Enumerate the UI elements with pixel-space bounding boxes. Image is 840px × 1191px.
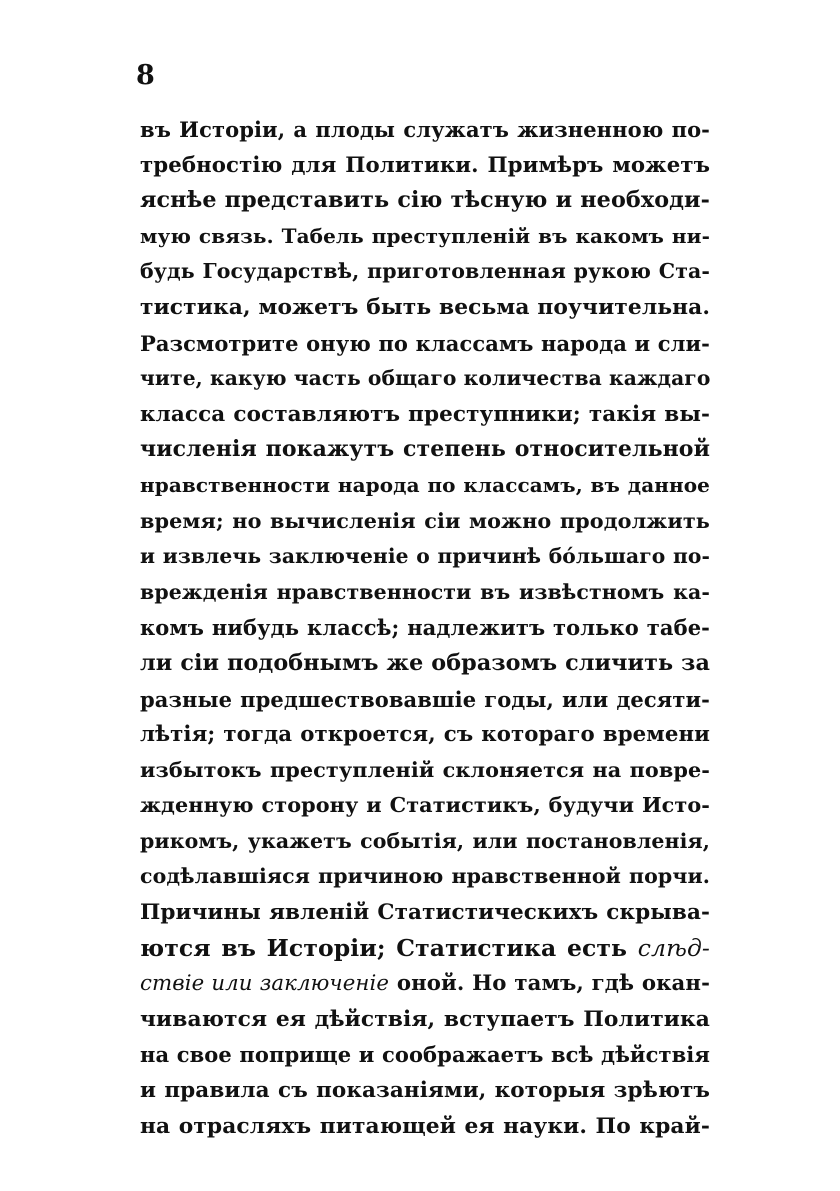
- text-line: врежденія нравственности въ извѣстномъ ка-: [140, 579, 710, 604]
- text-line: численія покажутъ степень относительной: [140, 436, 710, 463]
- text-line-with-italic: [140, 966, 710, 1002]
- text-line: Причины явленій Статистическихъ скрыва-: [140, 900, 710, 926]
- text-line: тистика, можетъ быть весьма поучительна.: [140, 294, 710, 320]
- text-line: въ Исторіи, а плоды служатъ жизненною по-: [140, 117, 710, 142]
- italic-phrase: ствіе или заключеніе: [140, 971, 390, 997]
- text-line: на свое поприще и соображаетъ всѣ дѣйствія: [140, 1042, 710, 1068]
- text-line: рикомъ, укажетъ событія, или постановленія,: [140, 828, 710, 853]
- text-line: жденную сторону и Статистикъ, будучи Исто-: [140, 793, 710, 818]
- text-line: и извлечь заключеніе о причинѣ бо́льшаго по-: [140, 544, 710, 569]
- text-line: и правила съ показаніями, которыя зрѣютъ: [140, 1078, 710, 1104]
- text-line-with-italic: [140, 931, 710, 967]
- text-line: требностію для Политики. Примѣръ можетъ: [140, 152, 710, 178]
- body-text: [140, 112, 710, 1144]
- text-line: будь Государствѣ, приготовленная рукою Ста-: [140, 259, 710, 284]
- text-line: разные предшествовавшіе годы, или десяти-: [140, 686, 710, 712]
- text-line: избытокъ преступленій склоняется на повре-: [140, 757, 710, 782]
- text-segment: ются въ Исторіи; Статистика есть: [140, 933, 628, 962]
- text-line: яснѣе представить сію тѣсную и необходи-: [140, 187, 710, 214]
- page-number: 8: [136, 60, 155, 91]
- text-line: класса составляютъ преступники; такія вы-: [140, 401, 710, 427]
- text-line: комъ нибудь классѣ; надлежитъ только табе-: [140, 615, 710, 641]
- text-line: чите, какую часть общаго количества каждаго: [140, 366, 711, 391]
- text-line: чиваются ея дѣйствія, вступаетъ Политика: [140, 1006, 710, 1032]
- text-line: ли сіи подобнымъ же образомъ сличить за: [140, 649, 710, 676]
- text-line: содѣлавшіяся причиною нравственной порчи.: [140, 864, 710, 889]
- text-line: лѣтія; тогда откроется, съ котораго времени: [140, 722, 710, 748]
- text-line: Разсмотрите оную по классамъ народа и сли-: [140, 330, 710, 356]
- text-line: на отрасляхъ питающей ея науки. По край-: [140, 1113, 710, 1139]
- text-segment: оной. Но тамъ, гдѣ окан-: [396, 971, 710, 997]
- text-line: нравственности народа по классамъ, въ данное: [140, 472, 710, 497]
- text-line: мую связь. Табель преступленій въ какомъ ни-: [140, 223, 710, 248]
- text-line: время; но вычисленія сіи можно продолжить: [140, 508, 710, 533]
- italic-phrase: слѣд-: [637, 933, 710, 962]
